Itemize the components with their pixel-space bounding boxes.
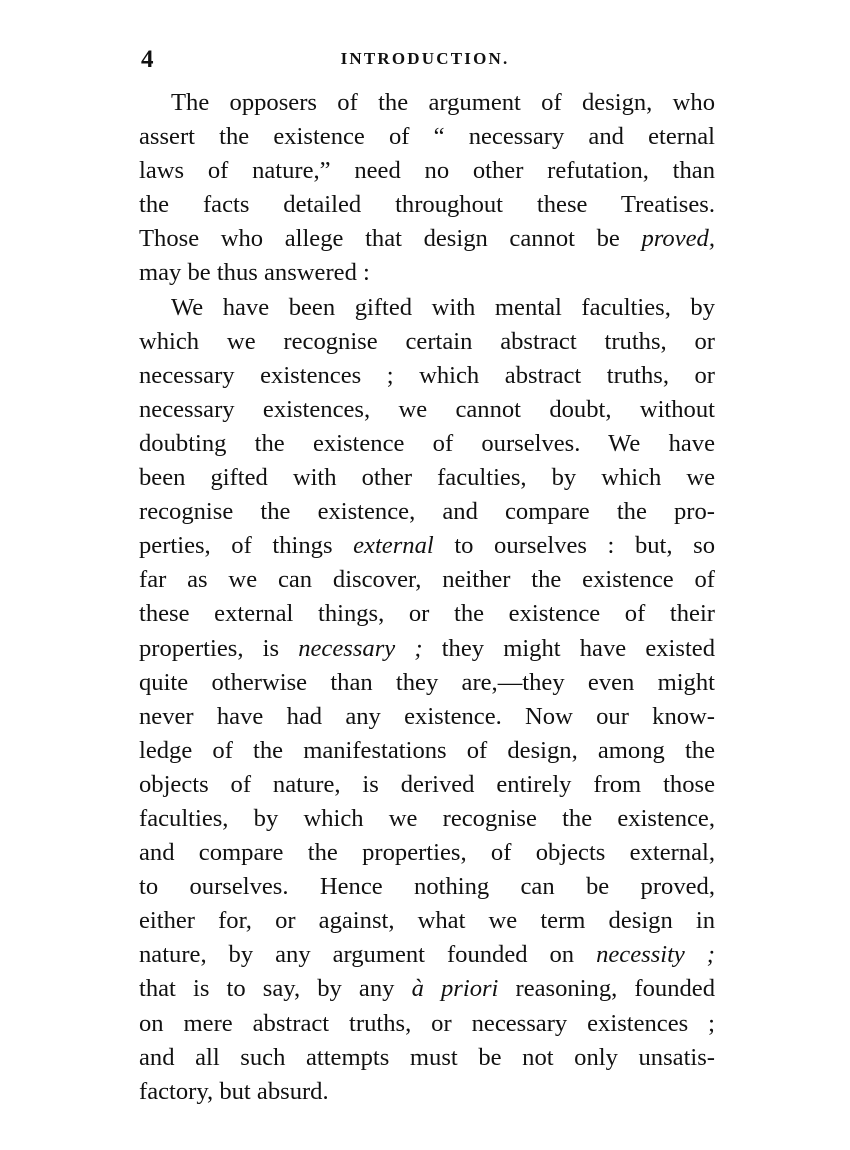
page-number: 4 <box>141 46 154 73</box>
text-run: doubting the existence of ourselves. We have <box>139 429 715 457</box>
text-run: and all such attempts must be not only unsatis- <box>139 1043 715 1071</box>
text-run: on mere abstract truths, or necessary existences ; <box>139 1009 715 1037</box>
text-line <box>139 529 715 563</box>
text-line <box>139 427 715 461</box>
text-line <box>139 734 715 768</box>
text-run: these external things, or the existence of their <box>139 600 715 628</box>
text-run: which we recognise certain abstract truths, or <box>139 327 715 355</box>
text-run: quite otherwise than they are,—they even might <box>139 668 715 696</box>
text-run: Those who allege that design cannot be <box>139 225 642 253</box>
text-line <box>139 222 715 256</box>
text-line <box>139 563 715 597</box>
text-run: and compare the properties, of objects external, <box>139 839 715 867</box>
text-line <box>139 836 715 870</box>
italic-text: necessary ; <box>298 634 423 662</box>
paragraph <box>139 291 715 1109</box>
text-run: nature, by any argument founded on <box>139 941 597 969</box>
text-line <box>139 632 715 666</box>
text-run: objects of nature, is derived entirely from those <box>139 770 715 798</box>
text-line <box>139 700 715 734</box>
text-line <box>139 938 715 972</box>
text-line <box>139 666 715 700</box>
text-run: they might have existed <box>422 634 715 662</box>
text-run: The opposers of the argument of design, who <box>171 89 715 116</box>
text-run: ledge of the manifestations of design, among the <box>139 736 715 764</box>
text-line <box>139 359 715 393</box>
text-run: far as we can discover, neither the existence of <box>139 566 715 594</box>
text-run: factory, but absurd. <box>139 1077 329 1105</box>
italic-text: necessity ; <box>596 941 715 969</box>
text-line <box>139 1041 715 1075</box>
text-line <box>139 768 715 802</box>
text-line <box>139 256 715 290</box>
text-run: never have had any existence. Now our know- <box>139 702 715 730</box>
text-line <box>139 597 715 631</box>
text-run: laws of nature,” need no other refutation, than <box>139 157 715 185</box>
text-line <box>139 904 715 938</box>
text-line <box>139 972 715 1006</box>
running-title: INTRODUCTION. <box>340 49 510 68</box>
text-run: We have been gifted with mental faculties, by <box>171 293 715 321</box>
text-run: been gifted with other faculties, by which we <box>139 464 715 492</box>
text-run: necessary existences ; which abstract truths, or <box>139 361 715 389</box>
text-run: necessary existences, we cannot doubt, without <box>139 395 715 423</box>
text-line <box>139 870 715 904</box>
paragraph <box>139 86 715 291</box>
text-run: recognise the existence, and compare the pro- <box>139 498 715 526</box>
italic-text: external <box>353 532 434 560</box>
text-run: assert the existence of “ necessary and eternal <box>139 123 715 151</box>
text-run: to ourselves : but, so <box>433 532 715 560</box>
text-run: either for, or against, what we term design in <box>139 907 715 935</box>
text-line <box>139 325 715 359</box>
text-line <box>139 461 715 495</box>
text-line <box>139 86 715 120</box>
italic-text: à priori <box>411 975 499 1003</box>
text-run: perties, of things <box>139 532 354 560</box>
text-line <box>139 154 715 188</box>
text-run: faculties, by which we recognise the existence, <box>139 804 715 832</box>
body-text <box>139 86 715 1109</box>
text-line <box>139 291 715 325</box>
text-run: to ourselves. Hence nothing can be proved, <box>139 873 715 901</box>
text-line <box>139 120 715 154</box>
text-line <box>139 802 715 836</box>
text-run: may be thus answered : <box>139 259 370 287</box>
italic-text: proved, <box>641 225 715 253</box>
text-line <box>139 1007 715 1041</box>
text-run: that is to say, by any <box>139 975 412 1003</box>
text-line <box>139 188 715 222</box>
text-run: the facts detailed throughout these Treatises. <box>139 191 715 219</box>
text-line <box>139 495 715 529</box>
text-line <box>139 1075 715 1109</box>
text-run: properties, is <box>139 634 299 662</box>
text-line <box>139 393 715 427</box>
text-run: reasoning, founded <box>498 975 715 1003</box>
